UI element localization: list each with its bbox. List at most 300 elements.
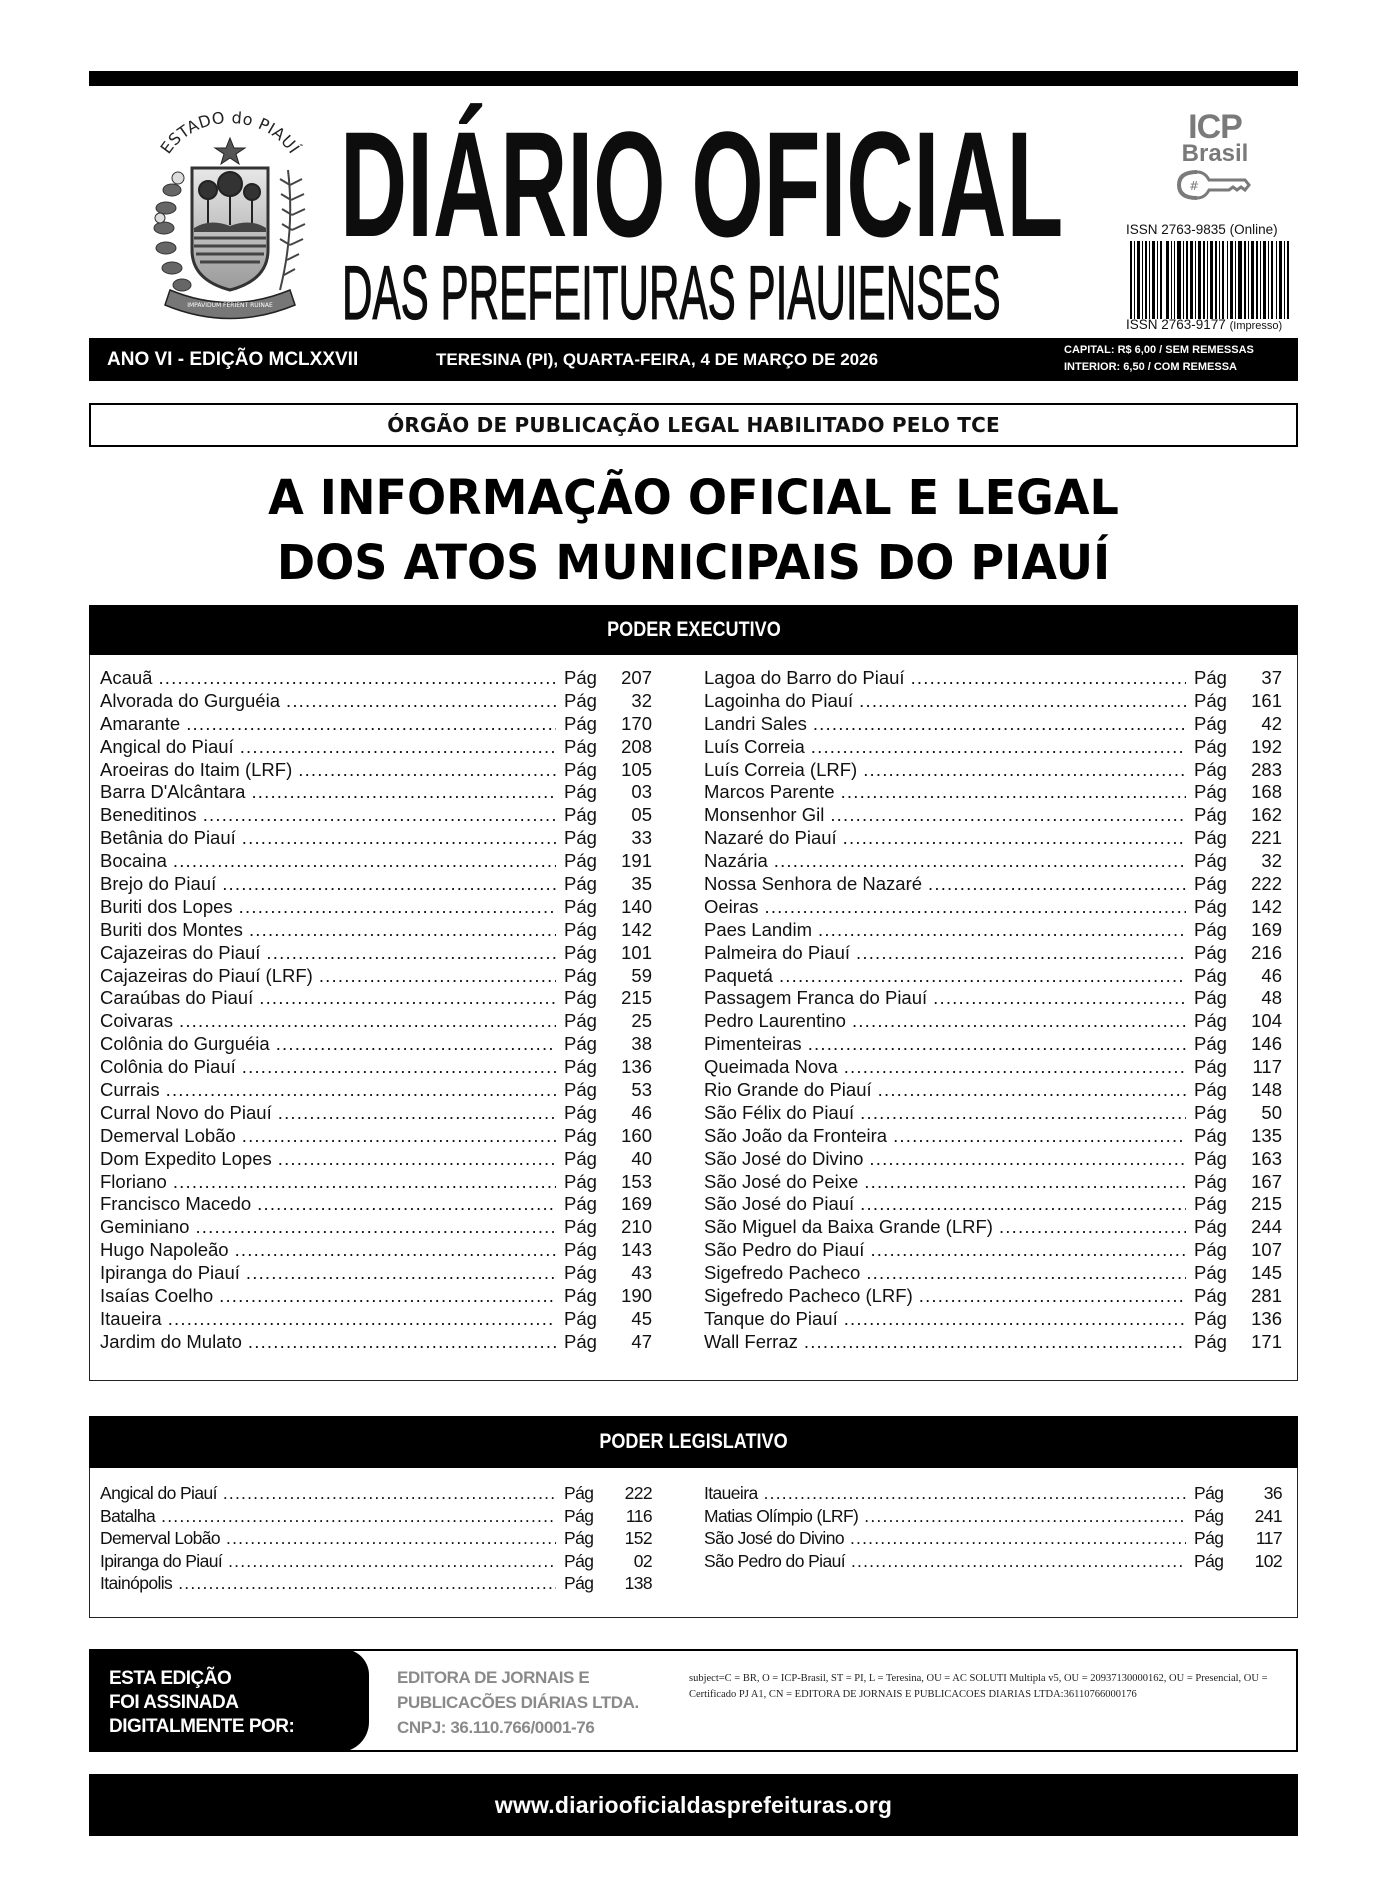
page-number: 215 bbox=[621, 987, 652, 1009]
page-label: Pág bbox=[564, 1483, 594, 1503]
index-entry[interactable] bbox=[704, 1056, 1282, 1079]
dot-leader bbox=[286, 690, 556, 713]
page-number: 244 bbox=[1251, 1216, 1282, 1238]
dot-leader bbox=[240, 736, 556, 759]
page-number: 190 bbox=[621, 1285, 652, 1307]
page-number: 215 bbox=[1251, 1193, 1282, 1215]
index-entry[interactable] bbox=[704, 1079, 1282, 1102]
municipality-name: Caraúbas do Piauí bbox=[100, 987, 259, 1010]
dot-leader bbox=[249, 919, 556, 942]
page-label: Pág bbox=[1194, 1528, 1224, 1549]
municipality-name: Rio Grande do Piauí bbox=[704, 1079, 878, 1102]
municipality-name: Jardim do Mulato bbox=[100, 1331, 248, 1354]
index-entry[interactable] bbox=[100, 919, 652, 942]
municipality-name: Barra D'Alcântara bbox=[100, 781, 251, 804]
page-number: 136 bbox=[621, 1056, 652, 1078]
index-entry[interactable] bbox=[704, 1262, 1282, 1285]
index-entry[interactable] bbox=[704, 1010, 1282, 1033]
index-entry[interactable] bbox=[704, 1239, 1282, 1262]
municipality-name: Paquetá bbox=[704, 965, 779, 988]
page-label: Pág bbox=[1194, 873, 1227, 895]
index-entry[interactable] bbox=[100, 1550, 652, 1573]
page-number: 37 bbox=[1261, 667, 1282, 688]
page-label: Pág bbox=[564, 804, 597, 826]
municipality-name: Hugo Napoleão bbox=[100, 1239, 235, 1262]
municipality-name: Batalha bbox=[100, 1505, 161, 1528]
municipality-name: São José do Piauí bbox=[704, 1193, 860, 1216]
page-number: 222 bbox=[1251, 873, 1282, 895]
page-number: 138 bbox=[624, 1573, 652, 1594]
municipality-name: Palmeira do Piauí bbox=[704, 942, 856, 965]
page-number: 40 bbox=[631, 1147, 652, 1169]
page-label: Pág bbox=[564, 1505, 594, 1526]
digital-signature-box bbox=[89, 1649, 1298, 1752]
page-number: 283 bbox=[1251, 758, 1282, 780]
index-entry[interactable] bbox=[100, 1308, 652, 1331]
index-entry[interactable] bbox=[100, 1010, 652, 1033]
index-entry[interactable] bbox=[704, 1482, 1282, 1505]
dot-leader bbox=[870, 1239, 1186, 1262]
edition-date: TERESINA (PI), QUARTA-FEIRA, 4 DE MARÇO DE 2026 bbox=[436, 350, 879, 369]
page-number: 135 bbox=[1251, 1124, 1282, 1146]
page-number: 143 bbox=[621, 1239, 652, 1261]
index-entry[interactable] bbox=[100, 1482, 652, 1505]
coat-of-arms-logo bbox=[130, 100, 330, 336]
dot-leader bbox=[841, 781, 1186, 804]
page-label: Pág bbox=[1194, 1550, 1224, 1571]
page-label: Pág bbox=[564, 1010, 597, 1032]
index-entry[interactable] bbox=[100, 690, 652, 713]
signature-label-line-2: FOI ASSINADA bbox=[109, 1692, 239, 1713]
dot-leader bbox=[860, 1193, 1186, 1216]
page-number: 36 bbox=[1263, 1483, 1282, 1503]
signer-company-line-2: PUBLICACÕES DIÁRIAS LTDA. bbox=[397, 1693, 639, 1712]
svg-text:ESTADO do PIAUÍ: ESTADO do PIAUÍ bbox=[156, 107, 304, 158]
price-capital: CAPITAL: R$ 6,00 / SEM REMESSAS bbox=[1064, 344, 1254, 356]
page-label: Pág bbox=[564, 895, 597, 917]
municipality-name: Sigefredo Pacheco bbox=[704, 1262, 866, 1285]
page-label: Pág bbox=[1194, 1330, 1227, 1352]
index-entry[interactable] bbox=[704, 919, 1282, 942]
index-entry[interactable] bbox=[704, 736, 1282, 759]
index-entry[interactable] bbox=[100, 827, 652, 850]
index-entry[interactable] bbox=[704, 1148, 1282, 1171]
municipality-name: São Félix do Piauí bbox=[704, 1102, 860, 1125]
website-link[interactable]: www.diariooficialdasprefeituras.org bbox=[494, 1791, 893, 1818]
page-number: 32 bbox=[631, 689, 652, 711]
page-number: 210 bbox=[621, 1216, 652, 1238]
index-entry[interactable] bbox=[704, 1193, 1282, 1216]
municipality-name: Demerval Lobão bbox=[100, 1125, 242, 1148]
page-number: 03 bbox=[631, 781, 652, 803]
executivo-left-column bbox=[100, 667, 652, 1354]
municipality-name: Pedro Laurentino bbox=[704, 1010, 852, 1033]
index-entry[interactable] bbox=[100, 850, 652, 873]
index-entry[interactable] bbox=[704, 1171, 1282, 1194]
index-entry[interactable] bbox=[100, 1285, 652, 1308]
municipality-name: São Pedro do Piauí bbox=[704, 1550, 851, 1573]
page-label: Pág bbox=[1194, 1124, 1227, 1146]
page-label: Pág bbox=[1194, 850, 1227, 872]
municipality-name: Nazaré do Piauí bbox=[704, 827, 843, 850]
dot-leader bbox=[226, 1527, 556, 1550]
page-label: Pág bbox=[564, 987, 597, 1009]
page-number: 43 bbox=[631, 1262, 652, 1284]
page-label: Pág bbox=[1194, 987, 1227, 1009]
municipality-name: Coivaras bbox=[100, 1010, 179, 1033]
page-number: 116 bbox=[625, 1505, 652, 1526]
dot-leader bbox=[808, 1033, 1186, 1056]
municipality-name: Aroeiras do Itaim (LRF) bbox=[100, 759, 298, 782]
dot-leader bbox=[813, 713, 1186, 736]
index-entry[interactable] bbox=[704, 942, 1282, 965]
index-entry[interactable] bbox=[704, 1527, 1282, 1550]
price-interior: INTERIOR: 6,50 / COM REMESSA bbox=[1064, 361, 1237, 373]
page-label: Pág bbox=[1194, 1505, 1224, 1526]
tce-notice-box bbox=[89, 403, 1298, 447]
index-entry[interactable] bbox=[704, 1550, 1282, 1573]
index-entry[interactable] bbox=[704, 690, 1282, 713]
dot-leader bbox=[919, 1285, 1186, 1308]
index-entry[interactable] bbox=[704, 873, 1282, 896]
index-entry[interactable] bbox=[100, 1125, 652, 1148]
page-number: 163 bbox=[1251, 1147, 1282, 1169]
municipality-name: Acauã bbox=[100, 667, 158, 690]
tce-notice-text: ÓRGÃO DE PUBLICAÇÃO LEGAL HABILITADO PELO TCE bbox=[387, 413, 1000, 437]
dot-leader bbox=[860, 1102, 1186, 1125]
page-number: 152 bbox=[624, 1528, 652, 1549]
index-entry[interactable] bbox=[100, 781, 652, 804]
index-entry[interactable] bbox=[704, 1285, 1282, 1308]
page-label: Pág bbox=[564, 1550, 594, 1571]
executivo-title: PODER EXECUTIVO bbox=[606, 618, 781, 641]
municipality-name: Beneditinos bbox=[100, 804, 203, 827]
dot-leader bbox=[158, 667, 556, 690]
page-label: Pág bbox=[564, 1239, 597, 1261]
index-entry[interactable] bbox=[704, 827, 1282, 850]
index-entry[interactable] bbox=[100, 1171, 652, 1194]
municipality-name: Itainópolis bbox=[100, 1572, 178, 1595]
page-label: Pág bbox=[1194, 1216, 1227, 1238]
headline bbox=[89, 466, 1298, 596]
index-entry[interactable] bbox=[100, 804, 652, 827]
municipality-name: Sigefredo Pacheco (LRF) bbox=[704, 1285, 919, 1308]
dot-leader bbox=[911, 667, 1186, 690]
dot-leader bbox=[242, 827, 556, 850]
municipality-name: Nazária bbox=[704, 850, 774, 873]
dot-leader bbox=[774, 850, 1186, 873]
page-label: Pág bbox=[564, 1033, 597, 1055]
municipality-name: Buriti dos Montes bbox=[100, 919, 249, 942]
edition-info-bar bbox=[89, 338, 1298, 381]
municipality-name: Dom Expedito Lopes bbox=[100, 1148, 278, 1171]
municipality-name: São José do Divino bbox=[704, 1148, 869, 1171]
page-number: 161 bbox=[1251, 689, 1282, 711]
page-number: 208 bbox=[621, 735, 652, 757]
legislativo-title: PODER LEGISLATIVO bbox=[599, 1430, 788, 1453]
page-label: Pág bbox=[564, 689, 597, 711]
headline-line-1: A INFORMAÇÃO OFICIAL E LEGAL bbox=[268, 470, 1119, 526]
dot-leader bbox=[219, 1285, 556, 1308]
index-entry[interactable] bbox=[704, 1331, 1282, 1354]
dot-leader bbox=[257, 1193, 556, 1216]
page-number: 136 bbox=[1251, 1307, 1282, 1329]
dot-leader bbox=[228, 1550, 556, 1573]
index-entry[interactable] bbox=[704, 759, 1282, 782]
page-number: 222 bbox=[624, 1483, 652, 1503]
page-number: 45 bbox=[631, 1307, 652, 1329]
index-entry[interactable] bbox=[100, 1148, 652, 1171]
page-number: 167 bbox=[1251, 1170, 1282, 1192]
page-label: Pág bbox=[1194, 1010, 1227, 1032]
page-label: Pág bbox=[1194, 1193, 1227, 1215]
index-entry[interactable] bbox=[100, 1033, 652, 1056]
dot-leader bbox=[811, 736, 1186, 759]
municipality-name: Colônia do Piauí bbox=[100, 1056, 242, 1079]
municipality-name: Betânia do Piauí bbox=[100, 827, 242, 850]
index-entry[interactable] bbox=[704, 987, 1282, 1010]
municipality-name: Geminiano bbox=[100, 1216, 195, 1239]
municipality-name: Demerval Lobão bbox=[100, 1527, 226, 1550]
page-label: Pág bbox=[564, 1079, 597, 1101]
index-entry[interactable] bbox=[100, 873, 652, 896]
dot-leader bbox=[863, 759, 1186, 782]
municipality-name: Curral Novo do Piauí bbox=[100, 1102, 278, 1125]
municipality-name: Angical do Piauí bbox=[100, 736, 240, 759]
page-label: Pág bbox=[1194, 827, 1227, 849]
dot-leader bbox=[168, 1308, 556, 1331]
index-entry[interactable] bbox=[100, 1527, 652, 1550]
index-entry[interactable] bbox=[704, 896, 1282, 919]
page-number: 46 bbox=[1261, 964, 1282, 986]
index-entry[interactable] bbox=[100, 987, 652, 1010]
page-label: Pág bbox=[1194, 1033, 1227, 1055]
page-label: Pág bbox=[1194, 1101, 1227, 1123]
index-entry[interactable] bbox=[100, 942, 652, 965]
index-entry[interactable] bbox=[704, 1505, 1282, 1528]
signature-label bbox=[109, 1667, 294, 1739]
index-entry[interactable] bbox=[100, 965, 652, 988]
municipality-name: Cajazeiras do Piauí bbox=[100, 942, 266, 965]
page-label: Pág bbox=[1194, 964, 1227, 986]
index-entry[interactable] bbox=[704, 1033, 1282, 1056]
page-label: Pág bbox=[564, 873, 597, 895]
index-entry[interactable] bbox=[100, 759, 652, 782]
municipality-name: São José do Divino bbox=[704, 1527, 850, 1550]
page-label: Pág bbox=[564, 1193, 597, 1215]
index-entry[interactable] bbox=[100, 1239, 652, 1262]
dot-leader bbox=[878, 1079, 1186, 1102]
page-number: 33 bbox=[631, 827, 652, 849]
municipality-name: Paes Landim bbox=[704, 919, 818, 942]
page-number: 38 bbox=[631, 1033, 652, 1055]
dot-leader bbox=[251, 781, 556, 804]
masthead-title: DIÁRIO OFICIAL bbox=[340, 100, 1064, 268]
index-entry[interactable] bbox=[704, 965, 1282, 988]
municipality-name: São Miguel da Baixa Grande (LRF) bbox=[704, 1216, 999, 1239]
dot-leader bbox=[844, 1308, 1186, 1331]
page-number: 221 bbox=[1251, 827, 1282, 849]
page-number: 142 bbox=[1251, 895, 1282, 917]
page-label: Pág bbox=[564, 758, 597, 780]
page-label: Pág bbox=[564, 1056, 597, 1078]
page-number: 05 bbox=[631, 804, 652, 826]
legislativo-right-column bbox=[704, 1482, 1282, 1572]
issn-print-suffix: (Impresso) bbox=[1229, 320, 1283, 332]
index-entry[interactable] bbox=[100, 1262, 652, 1285]
page-label: Pág bbox=[564, 735, 597, 757]
page-label: Pág bbox=[1194, 1239, 1227, 1261]
page-label: Pág bbox=[1194, 895, 1227, 917]
index-entry[interactable] bbox=[704, 713, 1282, 736]
dot-leader bbox=[319, 965, 556, 988]
page-label: Pág bbox=[1194, 1262, 1227, 1284]
dot-leader bbox=[173, 850, 556, 873]
municipality-name: Oeiras bbox=[704, 896, 765, 919]
index-entry[interactable] bbox=[100, 1079, 652, 1102]
page-number: 25 bbox=[631, 1010, 652, 1032]
headline-line-2: DOS ATOS MUNICIPAIS DO PIAUÍ bbox=[276, 535, 1111, 591]
top-rule bbox=[89, 71, 1298, 86]
dot-leader bbox=[779, 965, 1186, 988]
page-label: Pág bbox=[564, 1330, 597, 1352]
index-entry[interactable] bbox=[704, 804, 1282, 827]
page-number: 169 bbox=[621, 1193, 652, 1215]
index-entry[interactable] bbox=[100, 667, 652, 690]
page-number: 32 bbox=[1261, 850, 1282, 872]
index-entry[interactable] bbox=[100, 1056, 652, 1079]
page-number: 281 bbox=[1251, 1285, 1282, 1307]
page-number: 145 bbox=[1251, 1262, 1282, 1284]
page-number: 117 bbox=[1255, 1528, 1282, 1549]
page-label: Pág bbox=[564, 1573, 594, 1594]
price-info bbox=[1064, 342, 1254, 376]
dot-leader bbox=[893, 1125, 1186, 1148]
dot-leader bbox=[864, 1171, 1186, 1194]
dot-leader bbox=[186, 713, 556, 736]
dot-leader bbox=[818, 919, 1186, 942]
municipality-name: Currais bbox=[100, 1079, 166, 1102]
legislativo-left-column bbox=[100, 1482, 652, 1595]
municipality-name: Amarante bbox=[100, 713, 186, 736]
dot-leader bbox=[933, 987, 1186, 1010]
page-number: 146 bbox=[1251, 1033, 1282, 1055]
page-label: Pág bbox=[1194, 804, 1227, 826]
index-entry[interactable] bbox=[100, 1102, 652, 1125]
page-number: 107 bbox=[1251, 1239, 1282, 1261]
page-label: Pág bbox=[564, 1170, 597, 1192]
masthead-subtitle: DAS PREFEITURAS PIAUIENSES bbox=[342, 251, 1001, 336]
issn-print-number: ISSN 2763-9177 bbox=[1126, 317, 1226, 332]
municipality-name: Lagoa do Barro do Piauí bbox=[704, 667, 911, 690]
page-label: Pág bbox=[564, 1262, 597, 1284]
dot-leader bbox=[856, 942, 1186, 965]
page-number: 02 bbox=[633, 1550, 652, 1571]
signature-label-panel bbox=[89, 1649, 369, 1752]
page-label: Pág bbox=[564, 1101, 597, 1123]
municipality-name: Matias Olímpio (LRF) bbox=[704, 1505, 864, 1528]
dot-leader bbox=[259, 987, 556, 1010]
municipality-name: Bocaina bbox=[100, 850, 173, 873]
page-label: Pág bbox=[564, 1147, 597, 1169]
municipality-name: São João da Fronteira bbox=[704, 1125, 893, 1148]
page-label: Pág bbox=[1194, 712, 1227, 734]
dot-leader bbox=[851, 1550, 1186, 1573]
index-entry[interactable] bbox=[704, 667, 1282, 690]
executivo-section-header bbox=[89, 605, 1298, 655]
page-label: Pág bbox=[1194, 918, 1227, 940]
page-number: 35 bbox=[631, 873, 652, 895]
page-label: Pág bbox=[564, 1124, 597, 1146]
municipality-name: Alvorada do Gurguéia bbox=[100, 690, 286, 713]
dot-leader bbox=[178, 1572, 556, 1595]
dot-leader bbox=[246, 1262, 556, 1285]
dot-leader bbox=[203, 804, 556, 827]
page-number: 192 bbox=[1251, 735, 1282, 757]
dot-leader bbox=[850, 1527, 1186, 1550]
index-entry[interactable] bbox=[100, 713, 652, 736]
municipality-name: Ipiranga do Piauí bbox=[100, 1550, 228, 1573]
index-entry[interactable] bbox=[100, 1572, 652, 1595]
page-number: 160 bbox=[621, 1124, 652, 1146]
page-number: 50 bbox=[1261, 1101, 1282, 1123]
index-entry[interactable] bbox=[100, 1505, 652, 1528]
index-entry[interactable] bbox=[704, 781, 1282, 804]
page-label: Pág bbox=[1194, 1285, 1227, 1307]
dot-leader bbox=[843, 827, 1186, 850]
index-entry[interactable] bbox=[704, 1125, 1282, 1148]
dot-leader bbox=[242, 1125, 556, 1148]
barcode-icon bbox=[1130, 241, 1290, 319]
municipality-name: Luís Correia bbox=[704, 736, 811, 759]
index-entry[interactable] bbox=[100, 1216, 652, 1239]
dot-leader bbox=[764, 1482, 1186, 1505]
index-entry[interactable] bbox=[704, 1216, 1282, 1239]
dot-leader bbox=[928, 873, 1186, 896]
index-entry[interactable] bbox=[704, 1308, 1282, 1331]
page-number: 101 bbox=[621, 941, 652, 963]
legislativo-section-header bbox=[89, 1416, 1298, 1468]
dot-leader bbox=[179, 1010, 556, 1033]
svg-text:#: # bbox=[1189, 179, 1200, 193]
dot-leader bbox=[765, 896, 1187, 919]
icp-logo-subtitle: Brasil bbox=[1181, 140, 1249, 167]
page-label: Pág bbox=[1194, 1307, 1227, 1329]
index-entry[interactable] bbox=[100, 1193, 652, 1216]
dot-leader bbox=[235, 1239, 556, 1262]
municipality-name: Floriano bbox=[100, 1171, 173, 1194]
municipality-name: São José do Peixe bbox=[704, 1171, 864, 1194]
page-label: Pág bbox=[564, 781, 597, 803]
page-number: 169 bbox=[1251, 918, 1282, 940]
dot-leader bbox=[223, 1482, 556, 1505]
page-label: Pág bbox=[1194, 735, 1227, 757]
dot-leader bbox=[166, 1079, 556, 1102]
index-entry[interactable] bbox=[704, 1102, 1282, 1125]
index-entry[interactable] bbox=[704, 850, 1282, 873]
page-label: Pág bbox=[564, 1307, 597, 1329]
municipality-name: Angical do Piauí bbox=[100, 1482, 223, 1505]
index-entry[interactable] bbox=[100, 896, 652, 919]
municipality-name: Tanque do Piauí bbox=[704, 1308, 844, 1331]
index-entry[interactable] bbox=[100, 736, 652, 759]
dot-leader bbox=[239, 896, 556, 919]
page-label: Pág bbox=[1194, 689, 1227, 711]
page-label: Pág bbox=[564, 964, 597, 986]
index-entry[interactable] bbox=[100, 1331, 652, 1354]
page-label: Pág bbox=[1194, 1079, 1227, 1101]
municipality-name: Pimenteiras bbox=[704, 1033, 808, 1056]
